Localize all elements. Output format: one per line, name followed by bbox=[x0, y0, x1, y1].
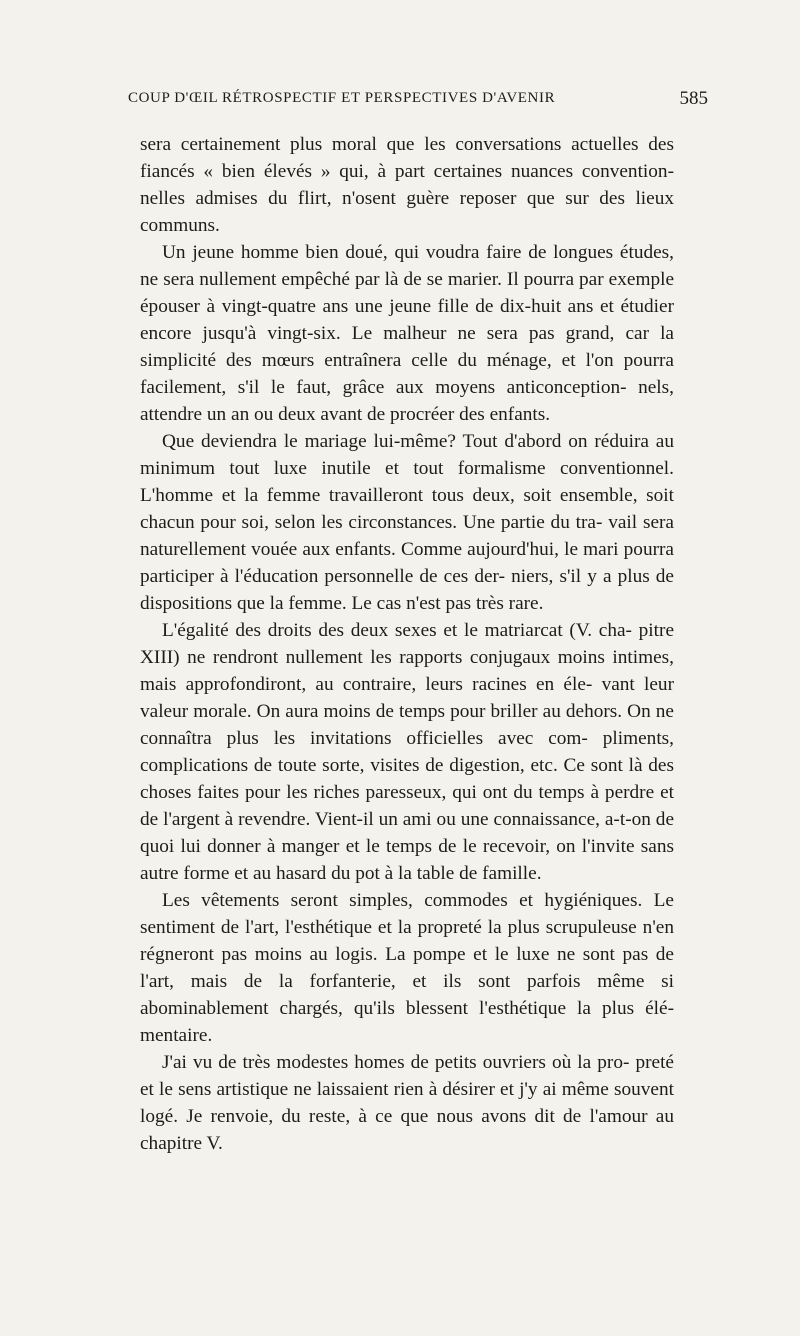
paragraph: J'ai vu de très modestes homes de petits ouvriers où la pro- preté et le sens artistique ne laissaient rien à désirer et j'y ai même souvent logé. Je renvoie, du reste, à ce que nous avons dit de l'amour au chapitre V. bbox=[140, 1052, 674, 1154]
paragraph: Les vêtements seront simples, commodes et hygiéniques. Le sentiment de l'art, l'esthétique et la propreté la plus scrupuleuse n'en régneront pas moins au logis. La pompe et le luxe ne sont pas de l'art, mais de la forfanterie, et ils sont parfois même si abominablement chargés, qu'ils blessent l'esthétique la plus élé- mentaire. bbox=[140, 890, 674, 1046]
running-head bbox=[108, 90, 708, 114]
paragraph: L'égalité des droits des deux sexes et le matriarcat (V. cha- pitre XIII) ne rendront nullement les rapports conjugaux moins intimes, mais approfondiront, au contraire, leurs racines en éle- vant leur valeur morale. On aura moins de temps pour briller au dehors. On ne connaîtra plus les invitations officielles avec com- pliments, complications de toute sorte, visites de digestion, etc. Ce sont là des choses faites pour les riches paresseux, qui ont du temps à perdre et de l'argent à revendre. Vient-il un ami ou une connaissance, a-t-on de quoi lui donner à manger et le temps de le recevoir, on l'invite sans autre forme et au hasard du pot à la table de famille. bbox=[140, 620, 674, 884]
page-number: 585 bbox=[679, 88, 708, 109]
paragraph: Que deviendra le mariage lui-même? Tout d'abord on réduira au minimum tout luxe inutile et tout formalisme conventionnel. L'homme et la femme travailleront tous deux, soit ensemble, soit chacun pour soi, selon les circonstances. Une partie du tra- vail sera naturellement vouée aux enfants. Comme aujourd'hui, le mari pourra participer à l'éducation personnelle de ces der- niers, s'il y a plus de dispositions que la femme. Le cas n'est pas très rare. bbox=[140, 431, 674, 614]
running-title: COUP D'ŒIL RÉTROSPECTIF ET PERSPECTIVES D'AVENIR bbox=[128, 90, 556, 106]
body-text bbox=[140, 131, 674, 1157]
paragraph: Un jeune homme bien doué, qui voudra faire de longues études, ne sera nullement empêché par là de se marier. Il pourra par exemple épouser à vingt-quatre ans une jeune fille de dix-huit ans et étudier encore jusqu'à vingt-six. Le malheur ne sera pas grand, car la simplicité des mœurs entraînera celle du ménage, et l'on pourra facilement, s'il le faut, grâce aux moyens anticonception- nels, attendre un an ou deux avant de procréer des enfants. bbox=[140, 242, 674, 425]
paragraph: sera certainement plus moral que les conversations actuelles des fiancés « bien élevés » qui, à part certaines nuances convention- nelles admises du flirt, n'osent guère reposer que sur des lieux communs. bbox=[140, 134, 674, 236]
